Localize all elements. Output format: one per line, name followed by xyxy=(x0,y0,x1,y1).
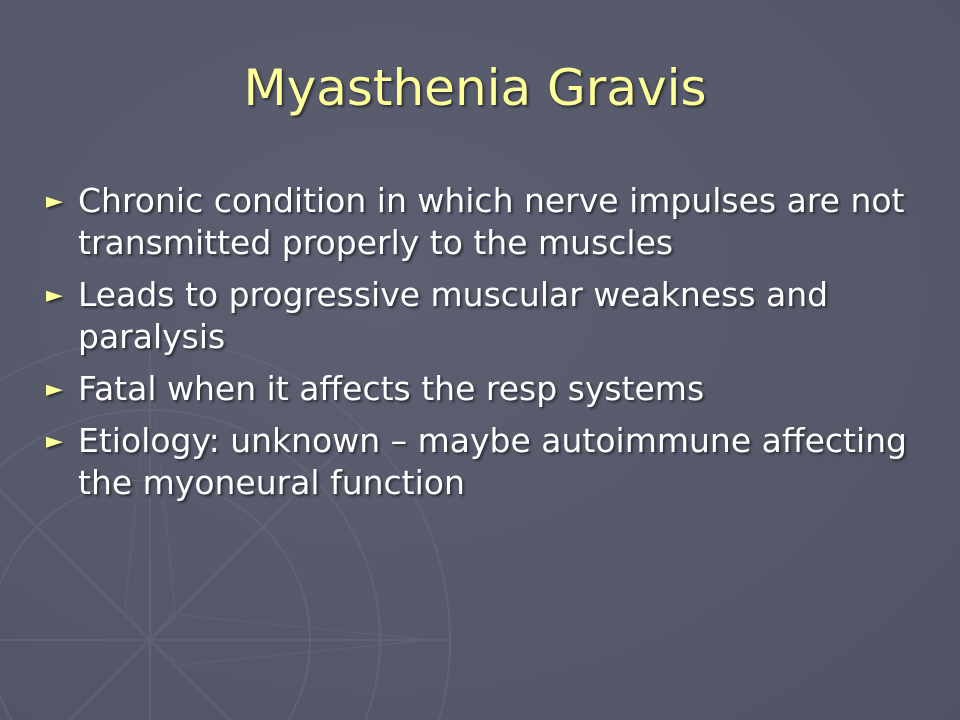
bullet-arrow-icon: ► xyxy=(46,283,63,308)
slide-title: Myasthenia Gravis xyxy=(243,59,707,117)
bullet-list xyxy=(46,180,926,514)
bullet-arrow-icon: ► xyxy=(46,189,63,214)
bullet-text: Leads to progressive muscular weakness and paralysis xyxy=(78,275,829,356)
bullet-arrow-icon: ► xyxy=(46,377,63,402)
bullet-text: Chronic condition in which nerve impulses are not transmitted properly to the muscles xyxy=(78,181,905,262)
bullet-text: Etiology: unknown – maybe autoimmune affecting the myoneural function xyxy=(78,421,907,502)
bullet-item xyxy=(46,274,926,358)
bullet-item xyxy=(46,180,926,264)
bullet-arrow-icon: ► xyxy=(46,429,63,454)
bullet-item xyxy=(46,368,926,410)
bullet-text: Fatal when it affects the resp systems xyxy=(78,369,705,408)
bullet-item xyxy=(46,420,926,504)
